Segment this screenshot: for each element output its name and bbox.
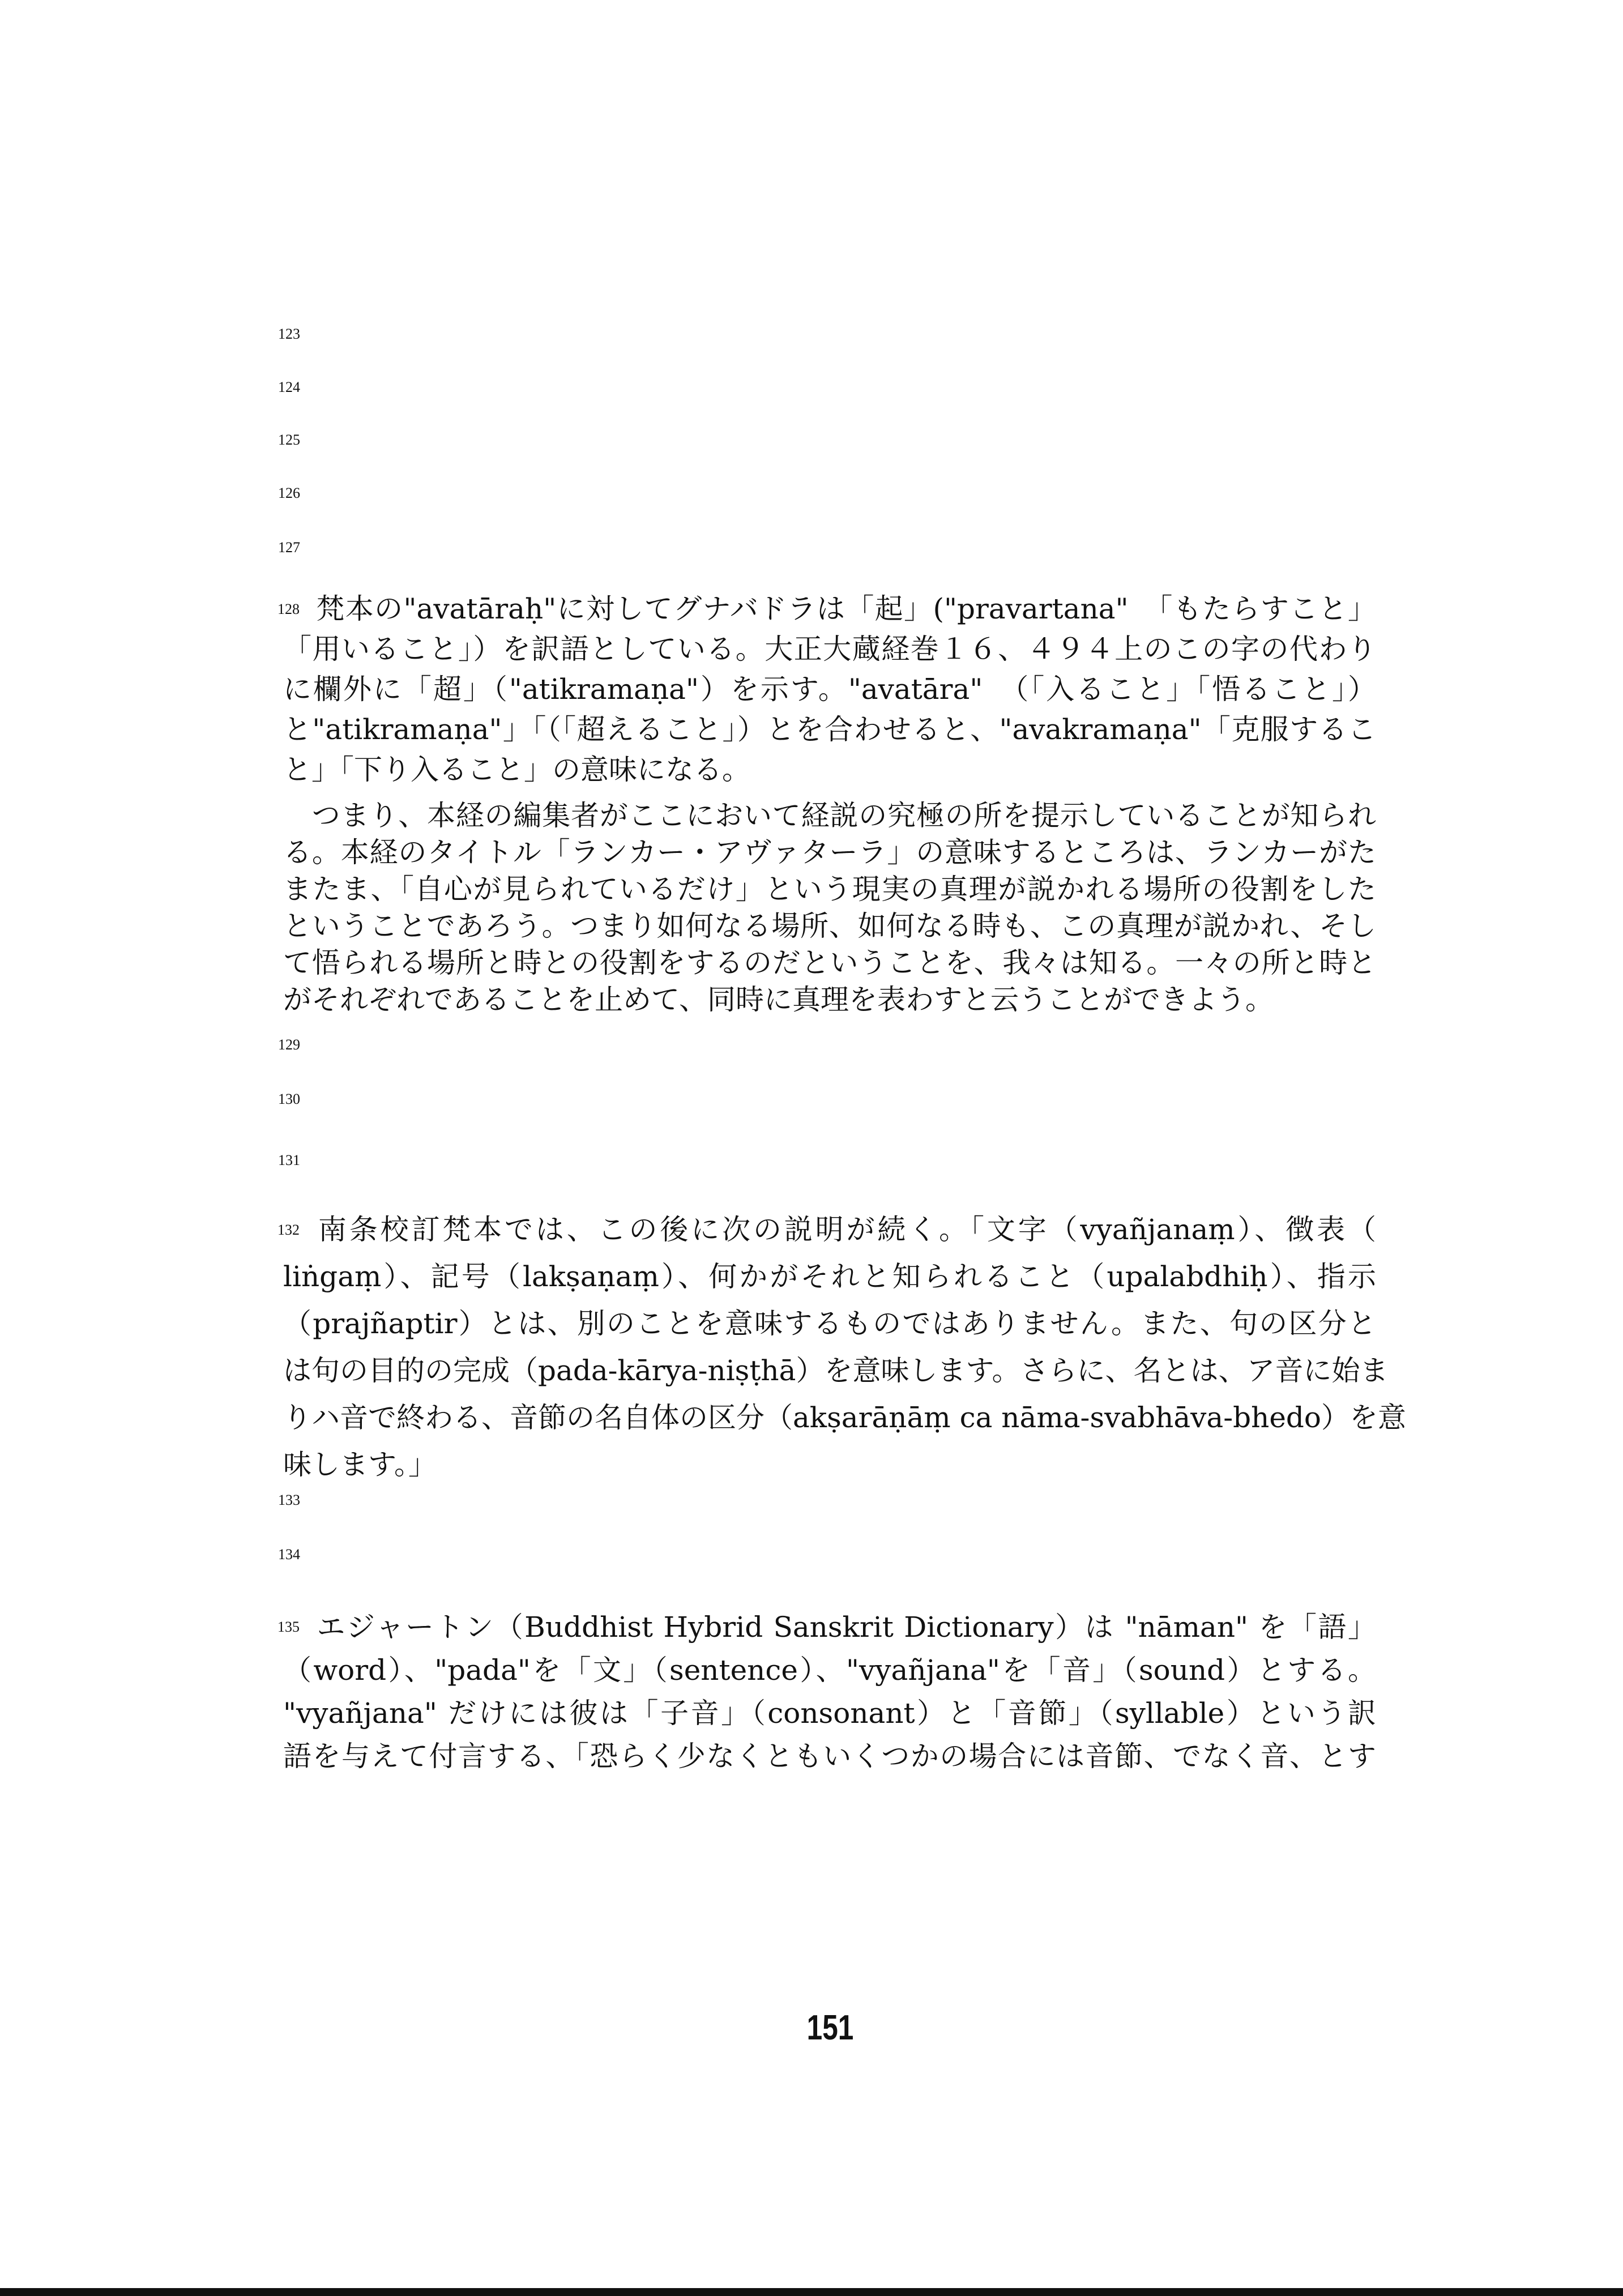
footnote-line: 「用いること」）を訳語としている。大正大蔵経巻１６、４９４上のこの字の代わり <box>283 633 1376 665</box>
footnote-number: 135 <box>277 1619 300 1635</box>
footnote-text: エジャートン（Buddhist Hybrid Sanskrit Dictionary）は "nāman" を「語」 <box>315 1611 1376 1644</box>
footnote-128-paragraph-2 <box>283 797 1376 1018</box>
footnote-number-129: 129 <box>278 1036 300 1053</box>
paragraph-line: つまり、本経の編集者がここにおいて経説の究極の所を提示していることが知られ <box>283 799 1376 832</box>
footnote-132 <box>277 1206 1407 1488</box>
footnote-line: liṅgaṃ）、記号（lakṣaṇaṃ）、何かがそれと知られること（upalabdhiḥ）、指示 <box>283 1260 1376 1293</box>
footnote-number-123: 123 <box>278 326 300 342</box>
paragraph-line: る。本経のタイトル「ランカー・アヴァターラ」の意味するところは、ランカーがた <box>283 836 1376 869</box>
footnote-line <box>277 589 1376 629</box>
footnote-line <box>277 1206 1376 1253</box>
footnote-line: りハ音で終わる、音節の名自体の区分（akṣarāṇāṃ ca nāma-svabhāva-bhedo）を意 <box>283 1401 1407 1434</box>
paragraph-line: ということであろう。つまり如何なる場所、如何なる時も、この真理が説かれ、そし <box>283 910 1376 942</box>
footnote-number-126: 126 <box>278 485 300 501</box>
footnote-number: 128 <box>277 601 300 617</box>
footnote-number-125: 125 <box>278 432 300 448</box>
footnote-line: 語を与えて付言する、「恐らく少なくともいくつかの場合には音節、でなく音、とす <box>283 1740 1376 1773</box>
footnote-line: "vyañjana" だけには彼は「子音」（consonant）と「音節」（syllable）という訳 <box>283 1697 1376 1730</box>
footnote-line <box>277 1606 1376 1649</box>
page-number: 151 <box>806 2008 854 2047</box>
footnote-number-134: 134 <box>278 1546 300 1563</box>
paragraph-line: て悟られる場所と時との役割をするのだということを、我々は知る。一々の所と時と <box>283 946 1376 979</box>
footnote-line: に欄外に「超」（"atikramaṇa"）を示す。"avatāra" （「入ること」「悟ること」） <box>283 673 1376 706</box>
footnote-line: 味します。」 <box>283 1448 437 1481</box>
footnote-128 <box>277 589 1376 790</box>
footnote-line: と"atikramaṇa"」「（「超えること」）とを合わせると、"avakramaṇa"「克服するこ <box>283 713 1376 746</box>
footnote-text: 梵本の"avatāraḥ"に対してグナバドラは「起」("pravartana" 「もたらすこと」 <box>315 592 1376 625</box>
footnote-number-131: 131 <box>278 1152 300 1168</box>
footnote-number: 132 <box>277 1222 300 1238</box>
footnote-text: 南条校訂梵本では、この後に次の説明が続く。「文字（vyañjanaṃ）、徴表（ <box>315 1213 1376 1246</box>
footnote-line: （prajñaptir）とは、別のことを意味するものではありません。また、句の区分と <box>283 1307 1376 1340</box>
footnote-number-124: 124 <box>278 379 300 395</box>
footnote-line: （word）、"pada"を「文」（sentence）、"vyañjana"を「音」（sound）とする。 <box>283 1654 1376 1687</box>
paragraph-line: またま、「自心が見られているだけ」という現実の真理が説かれる場所の役割をした <box>283 873 1376 906</box>
footnote-number-130: 130 <box>278 1091 300 1107</box>
footnote-number-127: 127 <box>278 539 300 556</box>
scan-edge-line <box>0 2288 1623 2296</box>
footnote-number-133: 133 <box>278 1492 300 1508</box>
footnote-line: と」「下り入ること」の意味になる。 <box>283 753 750 786</box>
footnote-line: は句の目的の完成（pada-kārya-niṣṭhā）を意味します。さらに、名とは、ア音に始ま <box>283 1354 1389 1387</box>
paragraph-line: がそれぞれであることを止めて、同時に真理を表わすと云うことができよう。 <box>283 983 1274 1016</box>
footnote-135 <box>277 1606 1376 1778</box>
